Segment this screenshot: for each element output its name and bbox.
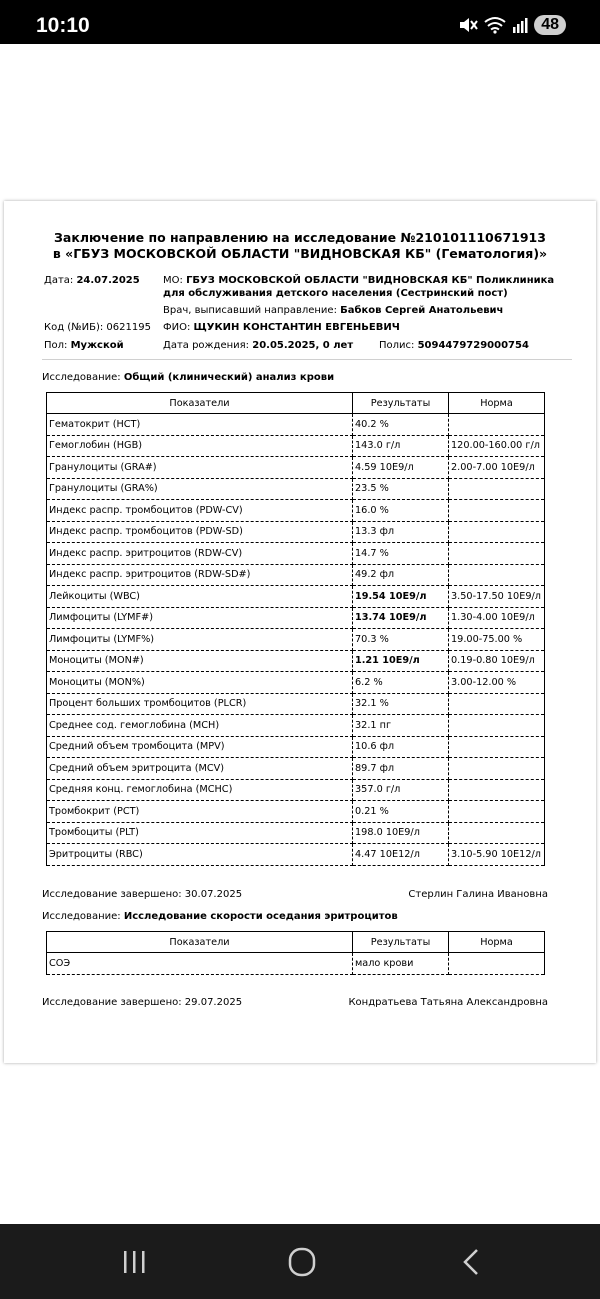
- table-header-row: [47, 932, 545, 953]
- norm-cell: [449, 822, 545, 844]
- document-viewer[interactable]: [0, 44, 600, 1224]
- indicator-cell: Моноциты (MON%): [47, 672, 353, 694]
- code-field: [44, 321, 151, 334]
- study1-completed-label: Исследование завершено:: [42, 889, 182, 900]
- norm-cell: 3.50-17.50 10E9/л: [449, 586, 545, 608]
- indicator-cell: Тромбокрит (PCT): [47, 801, 353, 823]
- norm-cell: 3.00-12.00 %: [449, 672, 545, 694]
- title-line-1: Заключение по направлению на исследование №210101110671913: [54, 230, 546, 245]
- indicator-cell: Тромбоциты (PLT): [47, 822, 353, 844]
- table-row: [47, 564, 545, 586]
- dob-label: Дата рождения:: [163, 340, 250, 351]
- study2-results-table: [46, 931, 545, 975]
- norm-cell: [449, 715, 545, 737]
- indicator-cell: Среднее сод. гемоглобина (MCH): [47, 715, 353, 737]
- policy-field: [379, 339, 529, 352]
- study2-name: Исследование скорости оседания эритроцитов: [123, 911, 398, 922]
- table-row: [47, 779, 545, 801]
- sex-field: [44, 339, 124, 352]
- doctor-field: [163, 304, 503, 317]
- home-icon[interactable]: [282, 1246, 322, 1278]
- norm-cell: [449, 543, 545, 565]
- mo-value-line2: для обслуживания детского населения (Сестринский пост): [163, 288, 508, 299]
- norm-cell: [449, 414, 545, 436]
- indicator-cell: Индекс распр. тромбоцитов (PDW-CV): [47, 500, 353, 522]
- mo-label: МО:: [163, 275, 183, 286]
- col-header-results: Результаты: [353, 932, 449, 953]
- indicator-cell: Эритроциты (RBC): [47, 844, 353, 866]
- result-cell: 23.5 %: [353, 478, 449, 500]
- indicator-cell: Индекс распр. эритроцитов (RDW-CV): [47, 543, 353, 565]
- indicator-cell: Гранулоциты (GRA%): [47, 478, 353, 500]
- table-row: [47, 672, 545, 694]
- study1-completed-by: Стерлин Галина Ивановна: [408, 889, 548, 900]
- norm-cell: [449, 801, 545, 823]
- result-cell: 89.7 фл: [353, 758, 449, 780]
- indicator-cell: Гемоглобин (HGB): [47, 435, 353, 457]
- norm-cell: [449, 564, 545, 586]
- result-cell: 0.21 %: [353, 801, 449, 823]
- result-cell: 4.59 10E9/л: [353, 457, 449, 479]
- header-divider: [42, 359, 572, 360]
- norm-cell: [449, 521, 545, 543]
- result-cell: 16.0 %: [353, 500, 449, 522]
- norm-cell: 0.19-0.80 10E9/л: [449, 650, 545, 672]
- norm-cell: 2.00-7.00 10E9/л: [449, 457, 545, 479]
- indicator-cell: Средний объем эритроцита (MCV): [47, 758, 353, 780]
- title-line-2: в «ГБУЗ МОСКОВСКОЙ ОБЛАСТИ "ВИДНОВСКАЯ КБ" (Гематология)»: [52, 246, 548, 261]
- table-row: [47, 435, 545, 457]
- table-row: [47, 758, 545, 780]
- table-row: [47, 822, 545, 844]
- indicator-cell: Гранулоциты (GRA#): [47, 457, 353, 479]
- wifi-icon: [484, 16, 506, 34]
- result-cell: 32.1 пг: [353, 715, 449, 737]
- norm-cell: [449, 736, 545, 758]
- table-row: [47, 521, 545, 543]
- date-label: Дата:: [44, 275, 74, 286]
- indicator-cell: Процент больших тромбоцитов (PLCR): [47, 693, 353, 715]
- result-cell: 40.2 %: [353, 414, 449, 436]
- study1-results-table: [46, 392, 545, 866]
- indicator-cell: Лимфоциты (LYMF%): [47, 629, 353, 651]
- result-cell: 70.3 %: [353, 629, 449, 651]
- norm-cell: [449, 758, 545, 780]
- norm-cell: 120.00-160.00 г/л: [449, 435, 545, 457]
- mo-value-line1: ГБУЗ МОСКОВСКОЙ ОБЛАСТИ "ВИДНОВСКАЯ КБ" Поликлиника: [186, 275, 555, 286]
- norm-cell: 3.10-5.90 10E12/л: [449, 844, 545, 866]
- result-cell: мало крови: [353, 953, 449, 975]
- status-icons: [458, 15, 566, 35]
- indicator-cell: Лейкоциты (WBC): [47, 586, 353, 608]
- col-header-norm: Норма: [449, 393, 545, 414]
- table-row: [47, 457, 545, 479]
- norm-cell: [449, 500, 545, 522]
- date-field: [44, 274, 140, 287]
- study2-label: Исследование:: [42, 911, 121, 922]
- mo-field: [163, 274, 554, 287]
- indicator-cell: Индекс распр. эритроцитов (RDW-SD#): [47, 564, 353, 586]
- policy-label: Полис:: [379, 340, 415, 351]
- recent-apps-icon[interactable]: [114, 1246, 154, 1278]
- policy-value: 5094479729000754: [417, 340, 529, 351]
- norm-cell: [449, 779, 545, 801]
- indicator-cell: Средняя конц. гемоглобина (MCHC): [47, 779, 353, 801]
- table-row: [47, 715, 545, 737]
- doctor-label: Врач, выписавший направление:: [163, 305, 337, 316]
- study1-name: Общий (клинический) анализ крови: [123, 372, 335, 383]
- document-title: [4, 230, 596, 262]
- dob-field: [163, 339, 353, 352]
- fio-value: ЩУКИН КОНСТАНТИН ЕВГЕНЬЕВИЧ: [193, 322, 400, 333]
- col-header-norm: Норма: [449, 932, 545, 953]
- result-cell: 143.0 г/л: [353, 435, 449, 457]
- study2-completed-label: Исследование завершено:: [42, 997, 182, 1008]
- result-cell: 6.2 %: [353, 672, 449, 694]
- result-cell: 49.2 фл: [353, 564, 449, 586]
- document-page: [4, 201, 596, 1063]
- table-row: [47, 801, 545, 823]
- table-row: [47, 500, 545, 522]
- study2-completed-date: 29.07.2025: [184, 997, 243, 1008]
- navigation-bar: [0, 1224, 600, 1299]
- indicator-cell: Средний объем тромбоцита (MPV): [47, 736, 353, 758]
- norm-cell: [449, 953, 545, 975]
- study2-completed-by: Кондратьева Татьяна Александровна: [348, 997, 548, 1008]
- table-row: [47, 607, 545, 629]
- indicator-cell: СОЭ: [47, 953, 353, 975]
- result-cell: 1.21 10E9/л: [353, 650, 449, 672]
- fio-field: [163, 321, 400, 334]
- table-row: [47, 736, 545, 758]
- code-label: Код (№ИБ):: [44, 322, 104, 333]
- result-cell: 10.6 фл: [353, 736, 449, 758]
- col-header-results: Результаты: [353, 393, 449, 414]
- indicator-cell: Индекс распр. тромбоцитов (PDW-SD): [47, 521, 353, 543]
- status-time: 10:10: [36, 14, 90, 37]
- col-header-indicators: Показатели: [47, 932, 353, 953]
- indicator-cell: Лимфоциты (LYMF#): [47, 607, 353, 629]
- result-cell: 13.3 фл: [353, 521, 449, 543]
- norm-cell: 1.30-4.00 10E9/л: [449, 607, 545, 629]
- mute-icon: [458, 16, 478, 34]
- table-row: [47, 650, 545, 672]
- table-row: [47, 693, 545, 715]
- result-cell: 14.7 %: [353, 543, 449, 565]
- sex-label: Пол:: [44, 340, 68, 351]
- result-cell: 13.74 10E9/л: [353, 607, 449, 629]
- study1-label: Исследование:: [42, 372, 121, 383]
- table-row: [47, 629, 545, 651]
- table-row: [47, 953, 545, 975]
- norm-cell: 19.00-75.00 %: [449, 629, 545, 651]
- table-header-row: [47, 393, 545, 414]
- indicator-cell: Гематокрит (HCT): [47, 414, 353, 436]
- indicator-cell: Моноциты (MON#): [47, 650, 353, 672]
- table-row: [47, 844, 545, 866]
- study2-heading: [42, 910, 398, 923]
- study1-heading: [42, 371, 334, 384]
- dob-value: 20.05.2025, 0 лет: [252, 340, 354, 351]
- study1-completed: [42, 888, 242, 901]
- result-cell: 357.0 г/л: [353, 779, 449, 801]
- code-value: 0621195: [106, 322, 151, 333]
- fio-label: ФИО:: [163, 322, 191, 333]
- table-row: [47, 543, 545, 565]
- table-row: [47, 478, 545, 500]
- signal-icon: [512, 17, 528, 33]
- date-value: 24.07.2025: [76, 275, 140, 286]
- col-header-indicators: Показатели: [47, 393, 353, 414]
- status-bar: [0, 0, 600, 44]
- study2-completed: [42, 996, 242, 1009]
- result-cell: 32.1 %: [353, 693, 449, 715]
- result-cell: 4.47 10E12/л: [353, 844, 449, 866]
- result-cell: 19.54 10E9/л: [353, 586, 449, 608]
- sex-value: Мужской: [70, 340, 124, 351]
- norm-cell: [449, 693, 545, 715]
- back-icon[interactable]: [452, 1246, 492, 1278]
- battery-badge: 48: [534, 15, 566, 35]
- norm-cell: [449, 478, 545, 500]
- table-row: [47, 414, 545, 436]
- doctor-value: Бабков Сергей Анатольевич: [340, 305, 504, 316]
- result-cell: 198.0 10E9/л: [353, 822, 449, 844]
- study1-completed-date: 30.07.2025: [184, 889, 243, 900]
- table-row: [47, 586, 545, 608]
